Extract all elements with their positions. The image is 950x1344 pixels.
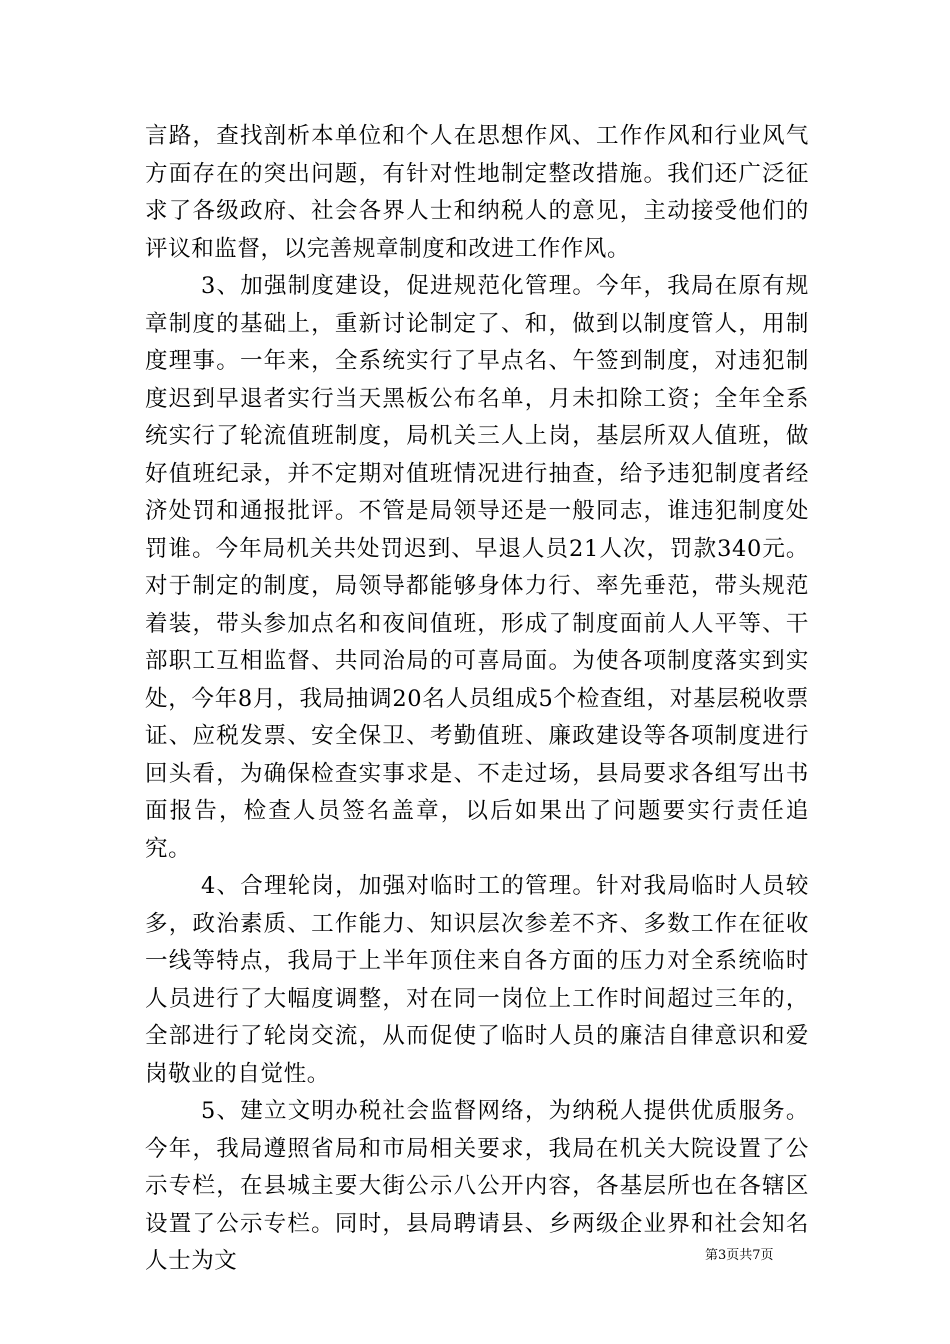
paragraph-5-supervision-network: 5、建立文明办税社会监督网络，为纳税人提供优质服务。今年，我局遵照省局和市局相关要求，我局在机关大院设置了公示专栏，在县城主要大街公示八公开内容，各基层所也在各辖区设置了公示专栏。同时，县局聘请县、乡两级企业界和社会知名人士为文 xyxy=(145,1098,809,1274)
page-number: 第3页共7页 xyxy=(705,1248,774,1263)
document-body xyxy=(145,118,809,1281)
paragraph-4-job-rotation: 4、合理轮岗，加强对临时工的管理。针对我局临时人员较多，政治素质、工作能力、知识层次参差不齐、多数工作在征收一线等特点，我局于上半年顶住来自各方面的压力对全系统临时人员进行了大幅度调整，对在同一岗位上工作时间超过三年的，全部进行了轮岗交流，从而促使了临时人员的廉洁自律意识和爱岗敬业的自觉性。 xyxy=(145,873,809,1087)
paragraph-continuation: 言路，查找剖析本单位和个人在思想作风、工作作风和行业风气方面存在的突出问题，有针对性地制定整改措施。我们还广泛征求了各级政府、社会各界人士和纳税人的意见，主动接受他们的评议和监督，以完善规章制度和改进工作作风。 xyxy=(145,123,809,262)
paragraph-3-system-building: 3、加强制度建设，促进规范化管理。今年，我局在原有规章制度的基础上，重新讨论制定了、和，做到以制度管人，用制度理事。一年来，全系统实行了早点名、午签到制度，对违犯制度迟到早退者实行当天黑板公布名单，月未扣除工资；全年全系统实行了轮流值班制度，局机关三人上岗，基层所双人值班，做好值班纪录，并不定期对值班情况进行抽查，给予违犯制度者经济处罚和通报批评。不管是局领导还是一般同志，谁违犯制度处罚谁。今年局机关共处罚迟到、早退人员21人次，罚款340元。对于制定的制度，局领导都能够身体力行、率先垂范，带头规范着装，带头参加点名和夜间值班，形成了制度面前人人平等、干部职工互相监督、共同治局的可喜局面。为使各项制度落实到实处，今年8月，我局抽调20名人员组成5个检查组，对基层税收票证、应税发票、安全保卫、考勤值班、廉政建设等各项制度进行回头看，为确保检查实事求是、不走过场，县局要求各组写出书面报告，检查人员签名盖章，以后如果出了问题要实行责任追究。 xyxy=(145,273,809,862)
